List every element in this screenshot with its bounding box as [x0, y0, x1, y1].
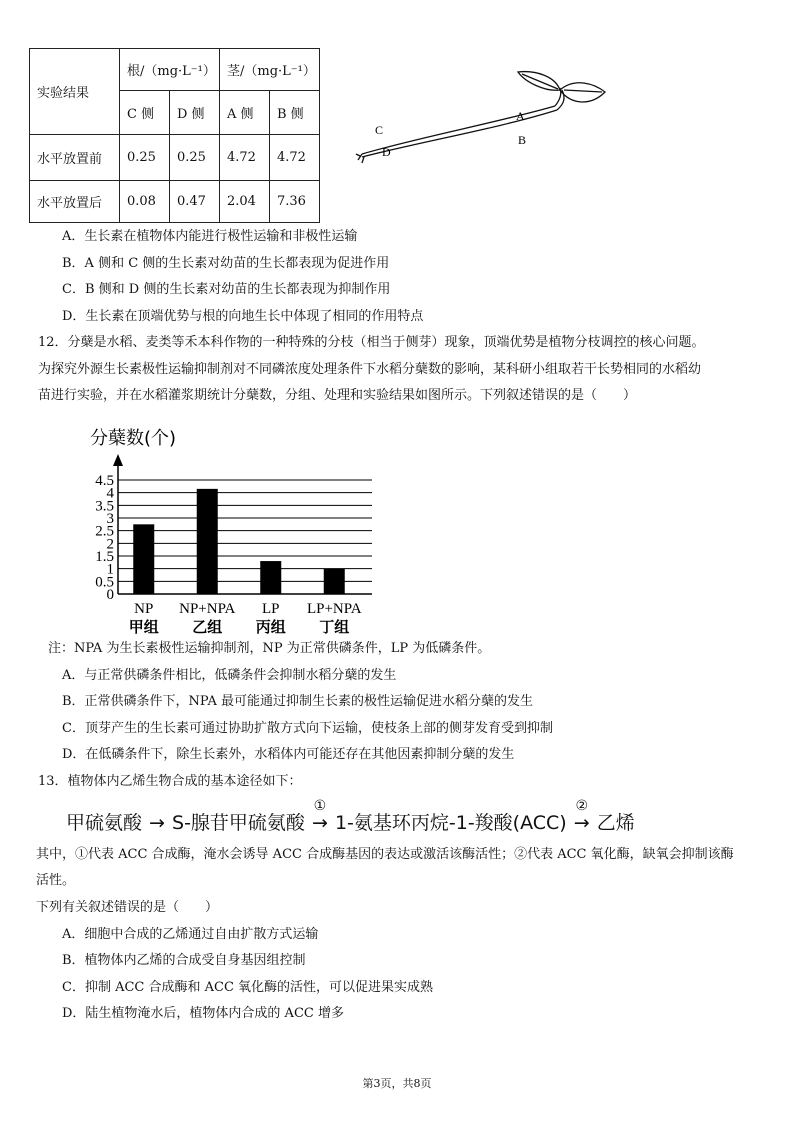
chart-category-label: NP+NPA [179, 601, 236, 617]
page-footer: 第3页，共8页 [362, 1077, 432, 1090]
seedling-diagram [350, 62, 620, 172]
eq-step-1: ① [313, 798, 327, 814]
eq-step-2: ② [575, 798, 588, 814]
q13-option-c: C．抑制 ACC 合成酶和 ACC 氧化酶的活性，可以促进果实成熟 [62, 980, 434, 995]
eq-arrow-icon: → [149, 812, 165, 834]
table-root-header: 根/（mg·L⁻¹） [120, 49, 220, 91]
results-table [29, 48, 320, 223]
chart-group-label: 丙组 [255, 620, 286, 636]
label-b: B [518, 133, 527, 147]
q13-explain-line: 活性。 [36, 873, 76, 888]
q11-option-d: D．生长素在顶端优势与根的向地生长中体现了相同的作用特点 [62, 309, 424, 324]
chart-bar [133, 524, 154, 594]
tiller-bar-chart [80, 422, 410, 637]
eq-substrate-1: 甲硫氨酸 [66, 812, 143, 834]
q11-option-a: A．生长素在植物体内能进行极性运输和非极性运输 [62, 229, 358, 244]
label-d: D [382, 145, 391, 159]
table-cell: 2.04 [220, 181, 270, 223]
label-a: A [516, 109, 525, 123]
chart-category-label: NP [134, 601, 154, 617]
table-cell: 0.25 [120, 135, 170, 181]
q12-stem-line: 苗进行实验，并在水稻灌浆期统计分蘖数，分组、处理和实验结果如图所示。下列叙述错误的是（ ） [38, 388, 637, 403]
table-cell: 4.72 [220, 135, 270, 181]
chart-y-arrow [113, 454, 123, 466]
chart-ytick-label: 0.5 [95, 574, 114, 591]
chart-ytick-label: 1 [106, 561, 114, 578]
q13-title: 13．植物体内乙烯生物合成的基本途径如下： [38, 774, 302, 789]
q12-note: 注：NPA 为生长素极性运输抑制剂，NP 为正常供磷条件，LP 为低磷条件。 [48, 641, 491, 656]
label-c: C [375, 123, 384, 137]
q12-option-b: B．正常供磷条件下，NPA 最可能通过抑制生长素的极性运输促进水稻分蘖的发生 [62, 694, 534, 709]
chart-bar [197, 489, 218, 594]
q13-option-a: A．细胞中合成的乙烯通过自由扩散方式运输 [62, 927, 319, 942]
table-row [30, 181, 320, 223]
eq-arrow-icon: ② → [567, 812, 597, 834]
q12-option-d: D．在低磷条件下，除生长素外，水稻体内可能还存在其他因素抑制分蘖的发生 [62, 747, 515, 762]
chart-ytick-label: 4.5 [95, 473, 114, 489]
table-header-label: 实验结果 [30, 49, 120, 135]
chart-bar [324, 569, 345, 594]
table-row-label: 水平放置前 [30, 135, 120, 181]
chart-ytick-label: 2 [106, 536, 114, 553]
table-cell: 7.36 [270, 181, 320, 223]
table-row [30, 135, 320, 181]
q12-stem-line: 为探究外源生长素极性运输抑制剂对不同磷浓度处理条件下水稻分蘖数的影响，某科研小组取若干长势相同的水稻幼 [38, 362, 702, 377]
chart-ytick-label: 1.5 [95, 549, 114, 565]
eq-substrate-2: S-腺苷甲硫氨酸 [172, 812, 305, 834]
table-row-label: 水平放置后 [30, 181, 120, 223]
table-subheader: D 侧 [170, 91, 220, 135]
table-cell: 0.47 [170, 181, 220, 223]
chart-ytick-label: 2.5 [95, 523, 114, 540]
chart-category-label: LP+NPA [306, 601, 362, 617]
table-subheader: A 侧 [220, 91, 270, 135]
eq-arrow-icon: ① → [305, 812, 335, 834]
chart-group-label: 乙组 [192, 620, 223, 636]
chart-ylabel: 分蘖数(个) [90, 428, 177, 449]
eq-product: 乙烯 [596, 812, 635, 834]
chart-ytick-label: 4 [106, 485, 114, 502]
q12-option-a: A．与正常供磷条件相比，低磷条件会抑制水稻分蘖的发生 [62, 668, 397, 683]
table-subheader: C 侧 [120, 91, 170, 135]
q13-option-b: B．植物体内乙烯的合成受自身基因组控制 [62, 953, 306, 968]
chart-ytick-label: 3 [106, 511, 114, 527]
ethylene-pathway-equation [66, 798, 635, 835]
q13-prompt: 下列有关叙述错误的是（ ） [36, 900, 219, 915]
chart-ytick-label: 3.5 [95, 498, 114, 515]
table-cell: 0.25 [170, 135, 220, 181]
q12-stem-line: 12．分蘖是水稻、麦类等禾本科作物的一种特殊的分枝（相当于侧芽）现象，顶端优势是植物分枝调控的核心问题。 [38, 335, 705, 350]
chart-bar [260, 561, 281, 594]
chart-group-label: 丁组 [319, 620, 350, 636]
table-subheader: B 侧 [270, 91, 320, 135]
q11-option-c: C．B 侧和 D 侧的生长素对幼苗的生长都表现为抑制作用 [62, 282, 391, 297]
q11-option-b: B．A 侧和 C 侧的生长素对幼苗的生长都表现为促进作用 [62, 256, 390, 271]
chart-category-label: LP [261, 601, 280, 617]
table-cell: 4.72 [270, 135, 320, 181]
chart-group-label: 甲组 [128, 620, 159, 636]
chart-ytick-label: 0 [106, 587, 114, 603]
table-cell: 0.08 [120, 181, 170, 223]
table-stem-header: 茎/（mg·L⁻¹） [220, 49, 320, 91]
q13-option-d: D．陆生植物淹水后，植物体内合成的 ACC 增多 [62, 1006, 344, 1021]
q12-option-c: C．顶芽产生的生长素可通过协助扩散方式向下运输，使枝条上部的侧芽发育受到抑制 [62, 721, 553, 736]
q13-explain-line: 其中，①代表 ACC 合成酶，淹水会诱导 ACC 合成酶基因的表达或激活该酶活性；②代表 ACC 氧化酶，缺氧会抑制该酶 [36, 847, 734, 862]
eq-substrate-3: 1-氨基环丙烷-1-羧酸(ACC) [334, 812, 567, 834]
